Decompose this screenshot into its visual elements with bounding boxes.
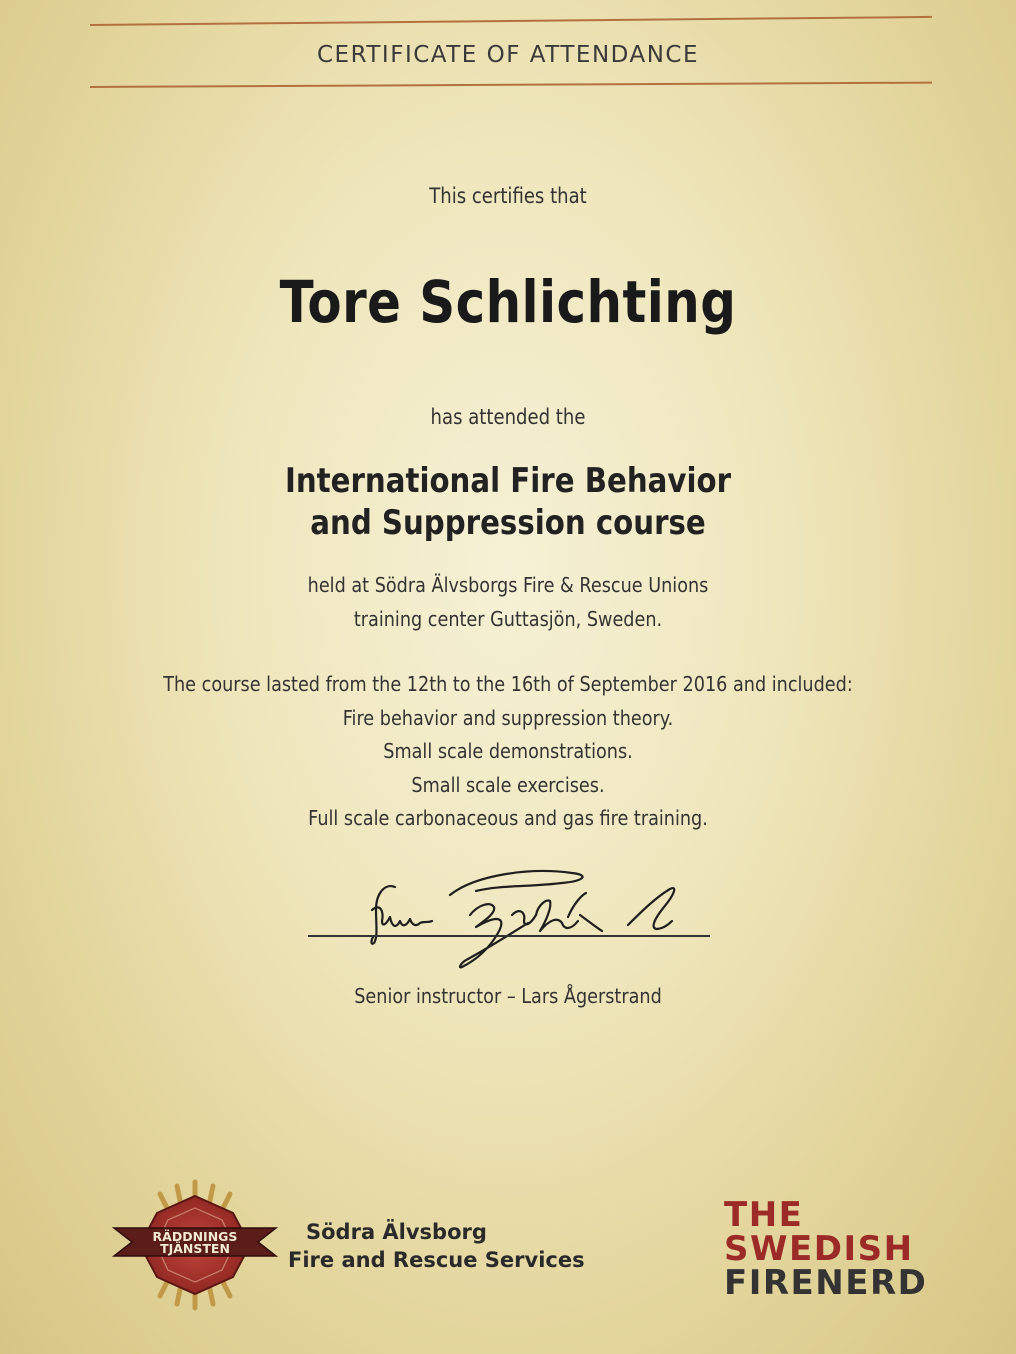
attended-text: has attended the	[430, 405, 586, 429]
course-details	[71, 668, 945, 836]
recipient-name: Tore Schlichting	[279, 268, 737, 336]
brand-logo-line: FIRENERD	[724, 1263, 928, 1303]
organization-name	[288, 1218, 585, 1274]
intro-text: This certifies that	[429, 184, 587, 208]
course-title	[71, 460, 945, 544]
organization-name-line: Södra Älvsborg	[306, 1220, 487, 1244]
certificate-heading: CERTIFICATE OF ATTENDANCE	[316, 42, 699, 68]
bottom-divider-line	[90, 82, 932, 88]
details-line: Small scale demonstrations.	[383, 739, 633, 763]
details-line: Small scale exercises.	[411, 772, 605, 797]
brand-logo-line: THE	[724, 1195, 804, 1235]
course-title-line: International Fire Behavior	[284, 461, 731, 501]
instructor-caption: Senior instructor – Lars Ågerstrand	[354, 984, 662, 1008]
brand-logo-line: SWEDISH	[724, 1229, 914, 1269]
venue-text	[71, 568, 945, 636]
details-line: Full scale carbonaceous and gas fire training.	[308, 806, 708, 830]
handwritten-signature	[300, 855, 720, 975]
venue-line: held at Södra Älvsborgs Fire & Rescue Unions	[307, 573, 709, 597]
raddningstjansten-emblem-logo	[112, 1178, 278, 1312]
details-line: Fire behavior and suppression theory.	[342, 705, 674, 730]
details-line: The course lasted from the 12th to the 16th of September 2016 and included:	[163, 672, 853, 696]
emblem-text-line: TJÄNSTEN	[160, 1241, 230, 1256]
top-divider-line	[90, 16, 932, 26]
swedish-firenerd-logo	[724, 1195, 928, 1303]
organization-name-line: Fire and Rescue Services	[288, 1248, 585, 1272]
venue-line: training center Guttasjön, Sweden.	[353, 607, 663, 631]
emblem-text-line: RÄDDNINGS	[152, 1229, 238, 1244]
course-title-line: and Suppression course	[310, 503, 706, 543]
signature-line	[308, 935, 710, 937]
